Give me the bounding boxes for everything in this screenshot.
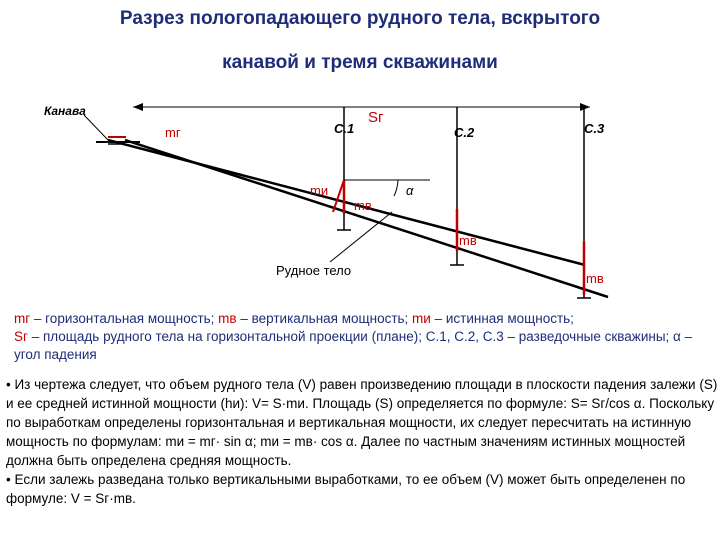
label-kanava: Канава [44, 104, 86, 118]
ore-footwall [125, 140, 608, 297]
label-mv-c3: mв [586, 271, 604, 286]
label-c2: С.2 [454, 125, 475, 140]
label-c1: С.1 [334, 121, 355, 136]
dip-angle-arc [394, 180, 398, 196]
label-mv-c2: mв [459, 233, 477, 248]
label-sg: Sг [368, 109, 384, 126]
legend-sg: Sг [14, 329, 28, 344]
label-mg: mг [165, 125, 181, 140]
title-line-2: канавой и тремя скважинами [222, 52, 498, 73]
label-alpha: α [406, 183, 414, 198]
explanation-paragraph-1: • Из чертежа следует, что объем рудного тела (V) равен произведению площади в плоскости падения залежи (S) и ее средней истинной мощности (hи): V= S·mи. Площадь (S) определяется по формуле: S= Sг/cos α. Поскольку по выработкам определены горизонтальная и вертикальная мощности, их следует пересчитать на истинную мощность по формулам: mи = mг· sin α; mи = mв· cos α. Далее по частным значениям истинных мощностей должна быть определена средняя мощность. [6, 377, 718, 468]
label-c3: С.3 [584, 121, 605, 136]
explanation-text [6, 375, 718, 508]
kanava-pointer [84, 115, 108, 140]
ore-label-pointer [330, 212, 392, 262]
legend-text-4: – площадь рудного тела на горизонтальной проекции (плане); С.1, С.2, С.3 – разведочные скважины; α – угол падения [14, 329, 693, 362]
label-mv-c1: mв [354, 198, 372, 213]
legend-text-2: – вертикальная мощность; [236, 311, 413, 326]
legend-mg: mг [14, 311, 31, 326]
legend-mi: mи [412, 311, 431, 326]
explanation-paragraph-2: • Если залежь разведана только вертикальными выработками, то ее объем (V) может быть определенен по формуле: V = Sг·mв. [6, 472, 686, 506]
title-line-1: Разрез пологопадающего рудного тела, вскрытого [119, 8, 601, 29]
label-mi: mи [310, 183, 329, 198]
legend-mv: mв [218, 311, 237, 326]
legend [14, 310, 714, 364]
legend-text-3: – истинная мощность; [430, 311, 574, 326]
sg-arrow-right [580, 103, 590, 111]
mi-segment [333, 180, 344, 212]
label-ore-body: Рудное тело [276, 263, 352, 278]
sg-arrow-left [133, 103, 143, 111]
legend-text-1: – горизонтальная мощность; [30, 311, 219, 326]
